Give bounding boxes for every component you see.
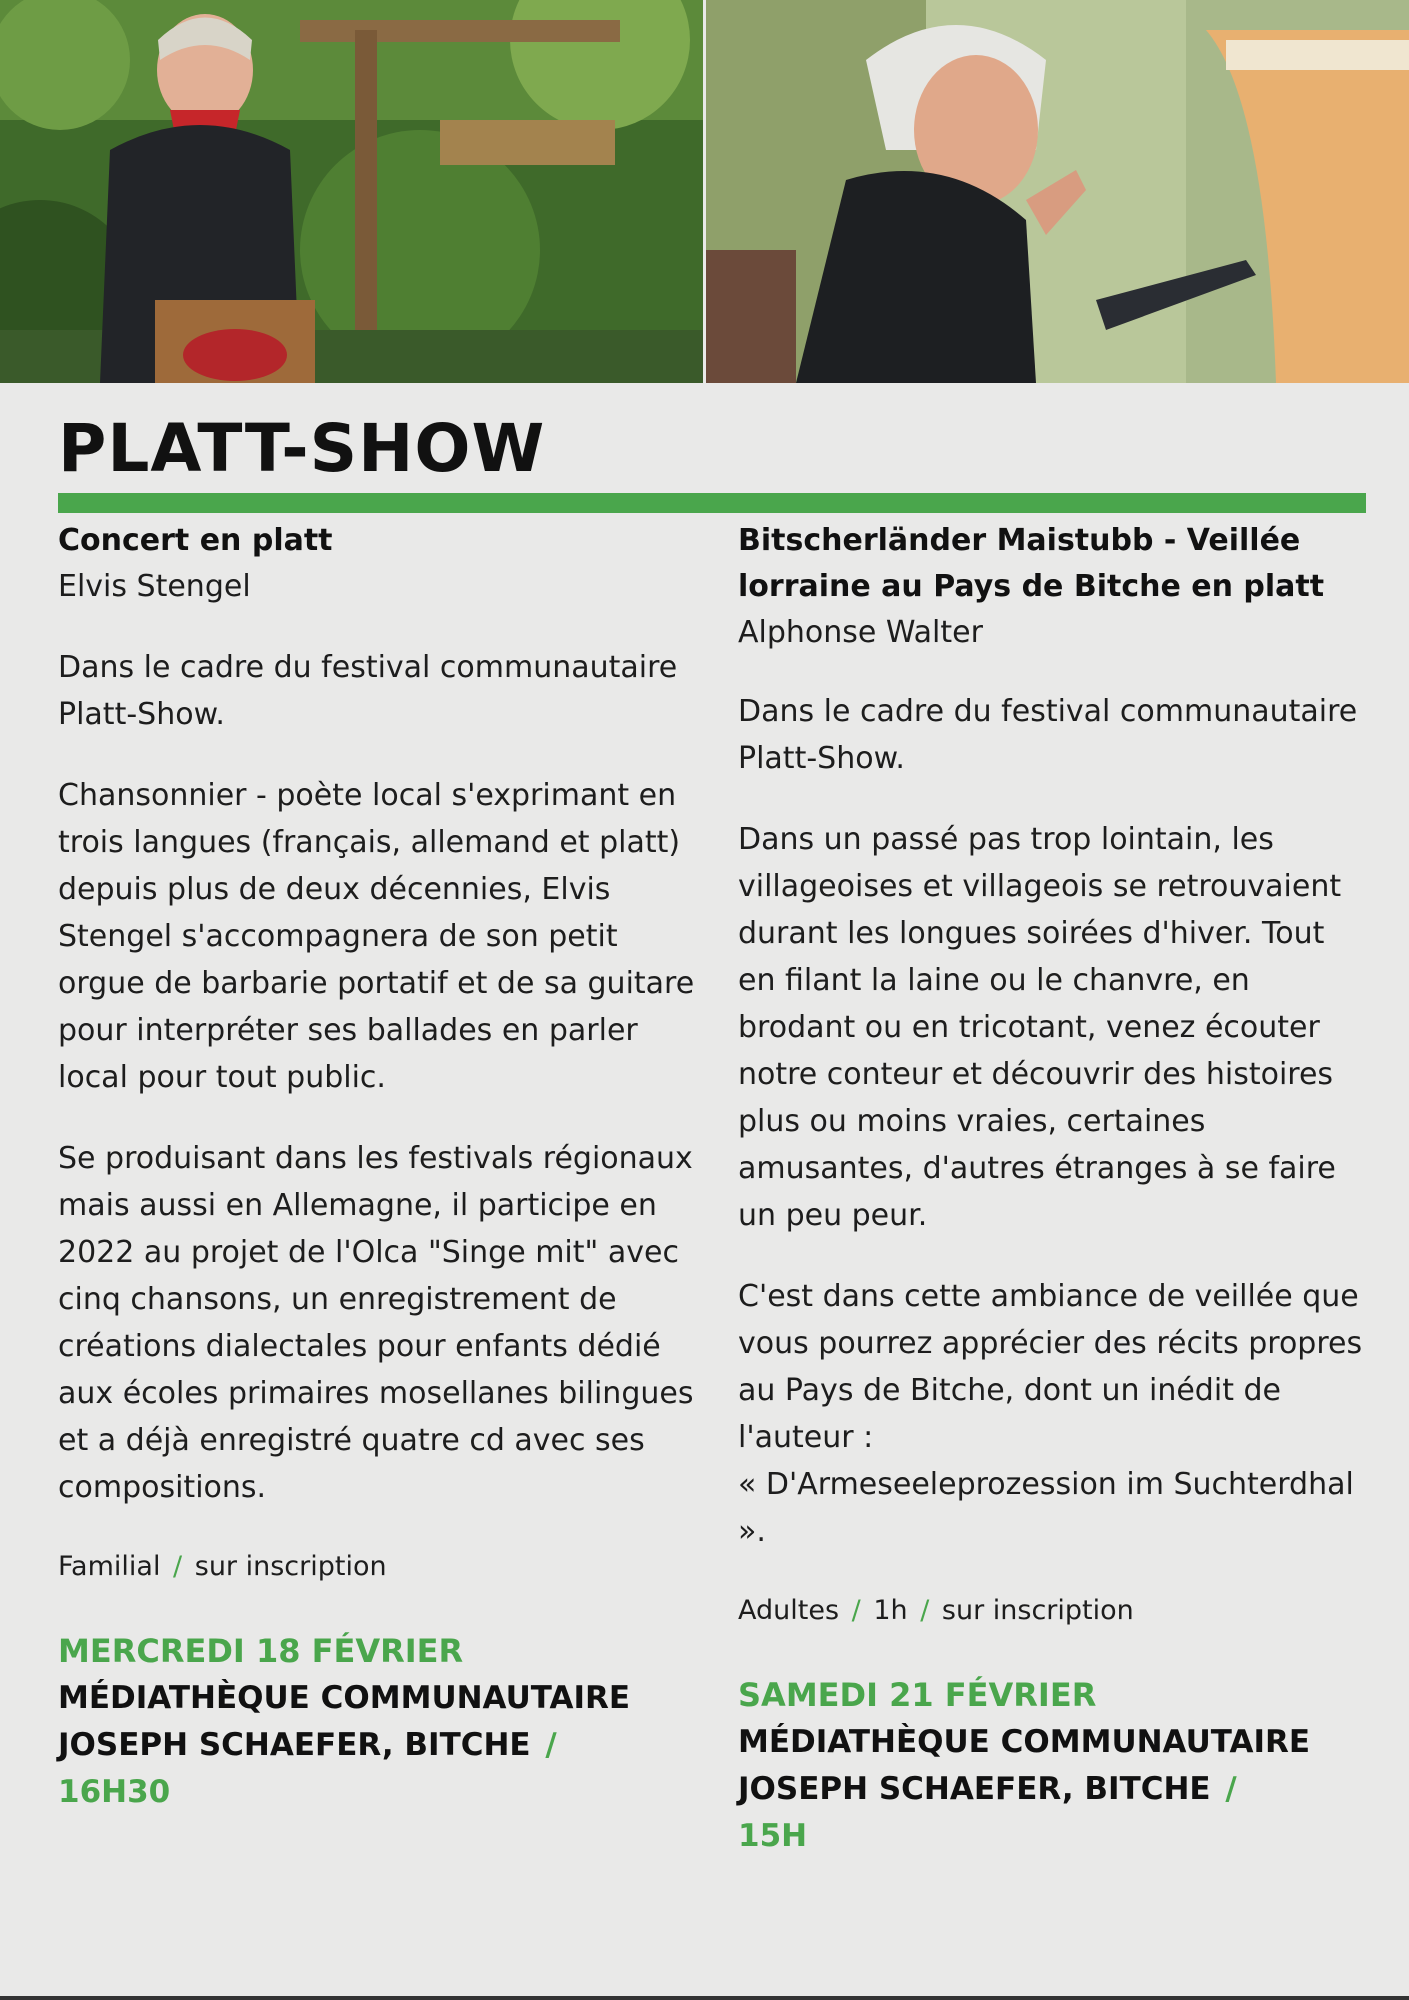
- venue-separator: /: [545, 1727, 557, 1763]
- event-paragraph: Dans un passé pas trop lointain, les villageoises et villageois se retrouvaient durant les longues soirées d'hiver. Tout en filant la laine ou le chanvre, en brodant ou en tricotant, venez écouter notre conteur et découvrir des histoires plus ou moins vraies, certaines amusantes, d'autres étranges à se faire un peu peur.: [738, 822, 1342, 1233]
- audience-tag: Adultes: [738, 1595, 840, 1626]
- event-bitscherlander-maistubb: [738, 518, 1366, 1860]
- page-bottom-border: [0, 1996, 1409, 2000]
- header-photos: [0, 0, 1409, 383]
- title-underline: [58, 493, 1366, 513]
- venue-name: JOSEPH SCHAEFER, BITCHE: [58, 1727, 531, 1763]
- event-venue-line1: MÉDIATHÈQUE COMMUNAUTAIRE: [58, 1680, 631, 1716]
- event-time: 15H: [738, 1818, 808, 1854]
- event-paragraph: Dans le cadre du festival communautaire Platt-Show.: [58, 650, 678, 732]
- event-title: Bitscherländer Maistubb - Veillée lorraine au Pays de Bitche en platt: [738, 523, 1325, 604]
- story-title: « D'Armeseeleprozession im Suchterdhal ».: [738, 1467, 1354, 1549]
- event-meta: [738, 1591, 1366, 1631]
- event-venue-line2: [738, 1766, 1366, 1813]
- event-date: MERCREDI 18 FÉVRIER: [58, 1632, 464, 1670]
- event-date: SAMEDI 21 FÉVRIER: [738, 1676, 1097, 1714]
- photo-alphonse-walter: [706, 0, 1409, 383]
- meta-separator: /: [173, 1551, 183, 1582]
- event-venue-line2: [58, 1722, 698, 1769]
- event-author: Alphonse Walter: [738, 615, 983, 650]
- venue-name: JOSEPH SCHAEFER, BITCHE: [738, 1771, 1211, 1807]
- event-paragraph: Chansonnier - poète local s'exprimant en trois langues (français, allemand et platt) depuis plus de deux décennies, Elvis Stengel s'accompagnera de son petit orgue de barbarie portatif et de sa guitare pour interpréter ses ballades en parler local pour tout public.: [58, 778, 695, 1095]
- duration-tag: 1h: [873, 1595, 908, 1626]
- photo-elvis-stengel: [0, 0, 703, 383]
- event-paragraph: Dans le cadre du festival communautaire Platt-Show.: [738, 694, 1358, 776]
- event-concert-en-platt: [58, 518, 698, 1816]
- event-title: Concert en platt: [58, 523, 333, 558]
- event-paragraph: [738, 1273, 1366, 1555]
- event-meta: [58, 1547, 698, 1587]
- event-paragraph: Se produisant dans les festivals régionaux mais aussi en Allemagne, il participe en 2022 au projet de l'Olca "Singe mit" avec cinq chansons, un enregistrement de créations dialectales pour enfants dédié aux écoles primaires mosellanes bilingues et a déjà enregistré quatre cd avec ses compositions.: [58, 1141, 694, 1505]
- page-title: PLATT-SHOW: [58, 410, 546, 487]
- meta-separator: /: [851, 1595, 861, 1626]
- event-time: 16H30: [58, 1774, 171, 1810]
- event-author: Elvis Stengel: [58, 569, 251, 604]
- registration-tag: sur inscription: [194, 1551, 387, 1582]
- event-venue-line1: MÉDIATHÈQUE COMMUNAUTAIRE: [738, 1724, 1311, 1760]
- meta-separator: /: [920, 1595, 930, 1626]
- paragraph-text: C'est dans cette ambiance de veillée que vous pourrez apprécier des récits propres au Pays de Bitche, dont un inédit de l'auteur :: [738, 1279, 1363, 1455]
- audience-tag: Familial: [58, 1551, 161, 1582]
- registration-tag: sur inscription: [941, 1595, 1134, 1626]
- venue-separator: /: [1225, 1771, 1237, 1807]
